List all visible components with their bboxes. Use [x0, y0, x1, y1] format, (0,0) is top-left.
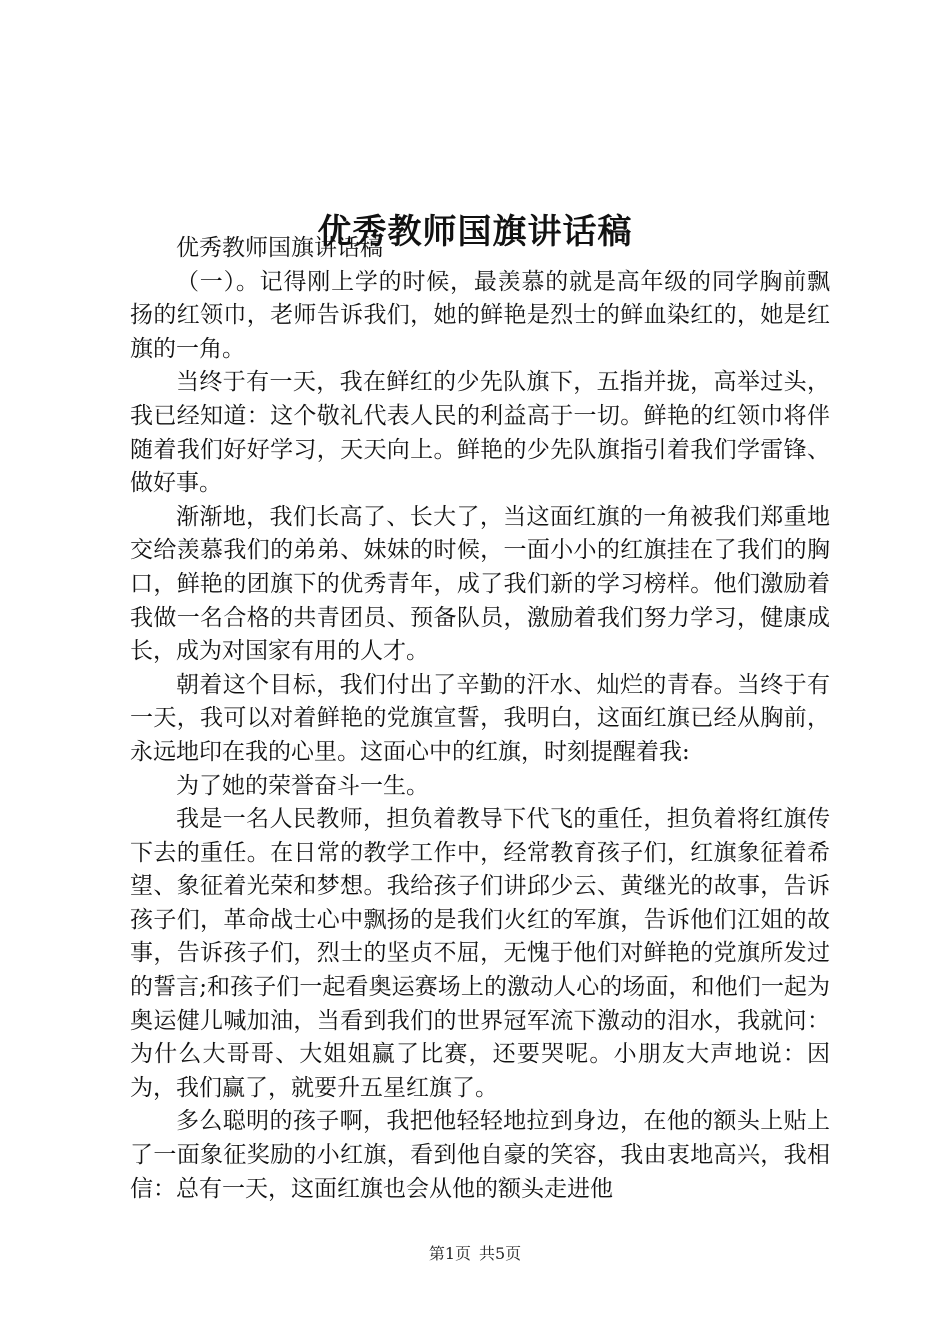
page-footer: [0, 1243, 950, 1265]
paragraph: 为了她的荣誉奋斗一生。: [176, 772, 429, 799]
page-total: 共5页: [479, 1244, 522, 1263]
paragraph: 渐渐地，我们长高了、长大了，当这面红旗的一角被我们郑重地交给羡慕我们的弟弟、妹妹的时候，一面小小的红旗挂在了我们的胸口，鲜艳的团旗下的优秀青年，成了我们新的学习榜样。他们激励着我做一名合格的共青团员、预备队员，激励着我们努力学习，健康成长，成为对国家有用的人才。: [130, 503, 830, 665]
document-title: 优秀教师国旗讲话稿: [317, 211, 633, 252]
document-body: [130, 232, 830, 1206]
page-number: 第1页: [428, 1244, 471, 1263]
paragraph: 朝着这个目标，我们付出了辛勤的汗水、灿烂的青春。当终于有一天，我可以对着鲜艳的党旗宣誓，我明白，这面红旗已经从胸前，永远地印在我的心里。这面心中的红旗，时刻提醒着我:: [130, 671, 830, 765]
paragraph: 我是一名人民教师，担负着教导下代飞的重任，担负着将红旗传下去的重任。在日常的教学工作中，经常教育孩子们，红旗象征着希望、象征着光荣和梦想。我给孩子们讲邱少云、黄继光的故事，告诉孩子们，革命战士心中飘扬的是我们火红的军旗，告诉他们江姐的故事，告诉孩子们，烈士的坚贞不屈，无愧于他们对鲜艳的党旗所发过的誓言;和孩子们一起看奥运赛场上的激动人心的场面，和他们一起为奥运健儿喊加油，当看到我们的世界冠军流下激动的泪水，我就问：为什么大哥哥、大姐姐赢了比赛，还要哭呢。小朋友大声地说：因为，我们赢了，就要升五星红旗了。: [130, 806, 830, 1101]
paragraph: 多么聪明的孩子啊，我把他轻轻地拉到身边，在他的额头上贴上了一面象征奖励的小红旗，看到他自豪的笑容，我由衷地高兴，我相信：总有一天，这面红旗也会从他的额头走进他: [130, 1108, 830, 1202]
paragraph: 优秀教师国旗讲话稿: [176, 235, 383, 261]
paragraph: （一）。记得刚上学的时候，最羡慕的就是高年级的同学胸前飘扬的红领巾，老师告诉我们，她的鲜艳是烈士的鲜血染红的，她是红旗的一角。: [130, 268, 830, 362]
paragraph: 当终于有一天，我在鲜红的少先队旗下，五指并拢，高举过头，我已经知道：这个敬礼代表人民的利益高于一切。鲜艳的红领巾将伴随着我们好好学习，天天向上。鲜艳的少先队旗指引着我们学雷锋、做好事。: [130, 369, 830, 497]
